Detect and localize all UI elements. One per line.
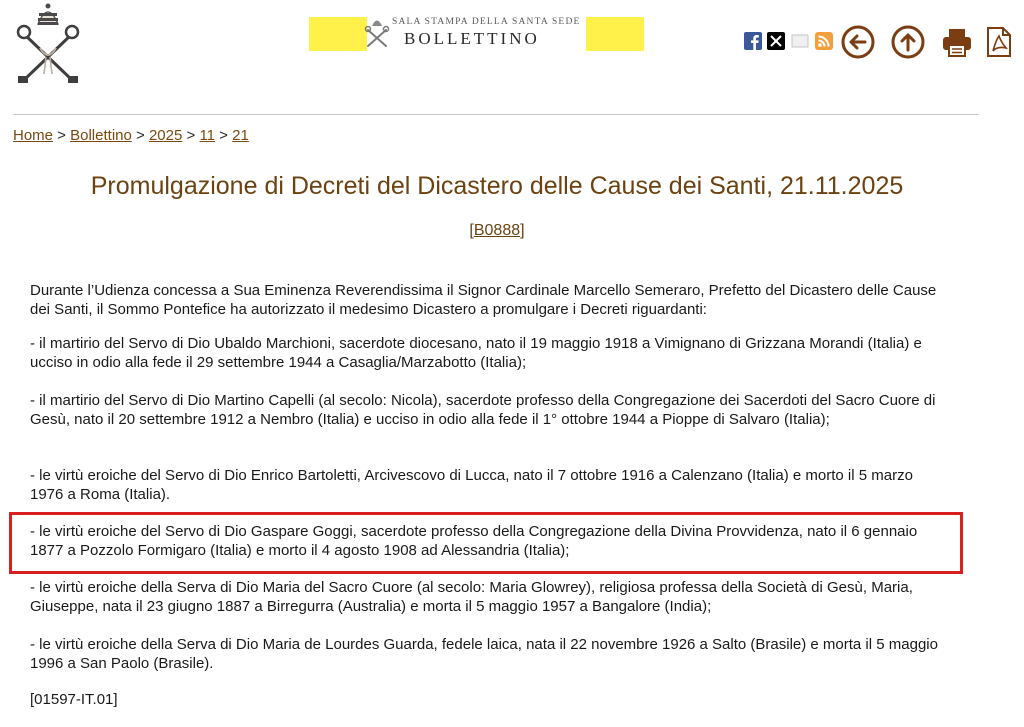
breadcrumb [13, 127, 249, 144]
bollettino-label: BOLLETTINO [404, 29, 540, 48]
papal-coat-of-arms-logo[interactable] [12, 2, 84, 88]
papal-emblem-icon [364, 16, 390, 50]
breadcrumb-separator: > [182, 127, 200, 144]
footer-code [30, 691, 950, 710]
x-icon[interactable] [767, 32, 785, 50]
decree-item [30, 467, 950, 504]
footer-code-text: [01597-IT.01] [30, 691, 118, 708]
decree-item-text: - le virtù eroiche della Serva di Dio Maria del Sacro Cuore (al secolo: Maria Glowrey), religiosa professa della Società di Gesù, Maria, Giuseppe, nata il 23 giugno 1887 a Birregurra (Australia) e morta il 5 maggio 1957 a Bangalore (India); [30, 579, 913, 615]
decree-item [30, 579, 950, 616]
sala-stampa-label: SALA STAMPA DELLA SANTA SEDE [392, 17, 581, 27]
breadcrumb-day-link[interactable]: 21 [232, 127, 249, 144]
up-arrow-icon[interactable] [891, 25, 925, 59]
bollettino-logo[interactable] [364, 14, 580, 54]
email-icon[interactable] [791, 32, 809, 50]
decree-item-text: - il martirio del Servo di Dio Ubaldo Marchioni, sacerdote diocesano, nato il 19 maggio 1918 a Vimignano di Grizzana Morandi (Italia) e ucciso in odio alla fede il 29 settembre 1944 a Casaglia/Marzabotto (Italia); [30, 335, 922, 371]
page-title: Promulgazione di Decreti del Dicastero delle Cause dei Santi, 21.11.2025 [90, 172, 904, 200]
breadcrumb-separator: > [215, 127, 233, 144]
decree-item [30, 636, 950, 673]
rss-icon[interactable] [815, 32, 833, 50]
header-yellow-block-left [309, 17, 367, 51]
decree-item [30, 335, 950, 372]
print-icon[interactable] [941, 26, 973, 58]
decree-item-text: - il martirio del Servo di Dio Martino Capelli (al secolo: Nicola), sacerdote professo della Congregazione dei Sacerdoti del Sacro Cuore di Gesù, nato il 20 settembre 1912 a Nembro (Italia) e ucciso in odio alla fede il 1° ottobre 1944 a Pioppe di Salvaro (Italia); [30, 392, 936, 428]
bulletin-code: [B0888] [469, 222, 525, 239]
pdf-icon[interactable] [985, 26, 1013, 58]
decree-item-text: - le virtù eroiche del Servo di Dio Enrico Bartoletti, Arcivescovo di Lucca, nato il 7 ottobre 1916 a Calenzano (Italia) e morto il 5 marzo 1976 a Roma (Italia). [30, 467, 913, 503]
highlight-box [9, 512, 963, 574]
facebook-icon[interactable] [744, 32, 762, 50]
breadcrumb-bollettino-link[interactable]: Bollettino [70, 127, 132, 144]
breadcrumb-month-link[interactable]: 11 [199, 127, 216, 144]
intro-paragraph: Durante l’Udienza concessa a Sua Eminenza Reverendissima il Signor Cardinale Marcello Semeraro, Prefetto del Dicastero delle Cause dei Santi, il Sommo Pontefice ha autorizzato il medesimo Dicastero a promulgare i Decreti riguardanti: [30, 282, 937, 318]
site-header [0, 0, 1024, 100]
breadcrumb-separator: > [131, 127, 149, 144]
breadcrumb-separator: > [53, 127, 71, 144]
back-arrow-icon[interactable] [841, 25, 875, 59]
header-yellow-block-right [586, 17, 644, 51]
decree-item-text: - le virtù eroiche del Servo di Dio Gaspare Goggi, sacerdote professo della Congregazione della Divina Provvidenza, nato il 6 gennaio 1877 a Pozzolo Formigaro (Italia) e morto il 4 agosto 1908 ad Alessandria (Italia); [30, 523, 918, 559]
breadcrumb-home-link[interactable]: Home [13, 127, 54, 144]
bulletin-code-link[interactable]: B0888 [473, 222, 521, 239]
decree-item-text: - le virtù eroiche della Serva di Dio Maria de Lourdes Guarda, fedele laica, nata il 22 novembre 1926 a Salto (Brasile) e morta il 5 maggio 1996 a San Paolo (Brasile). [30, 636, 938, 672]
header-divider [13, 114, 979, 115]
article-intro [30, 282, 950, 319]
decree-item [30, 392, 950, 429]
breadcrumb-year-link[interactable]: 2025 [148, 127, 183, 144]
